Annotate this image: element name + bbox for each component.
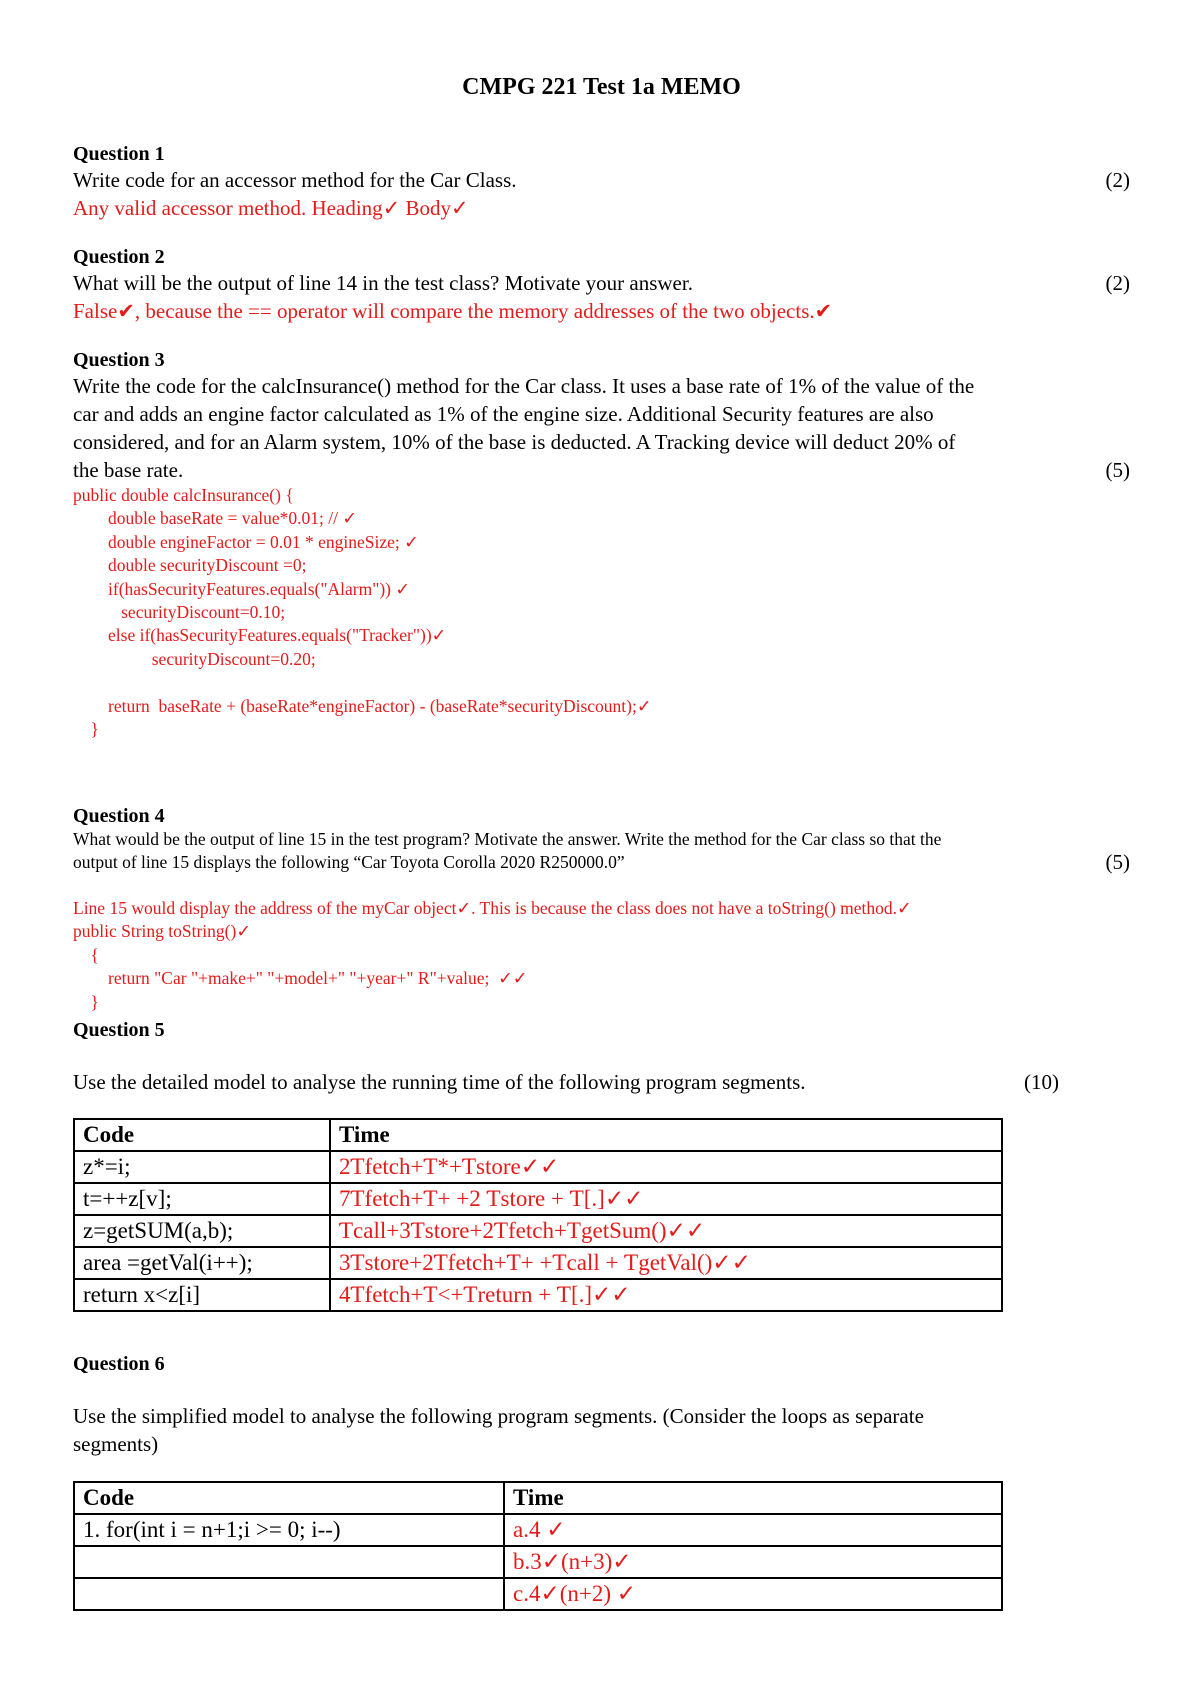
code-line: double engineFactor = 0.01 * engineSize; ✓: [73, 531, 419, 552]
question-4-answer-line: Line 15 would display the address of the myCar object✓. This is because the class does not have a toString() method.✓: [73, 898, 912, 918]
question-3-line: Write the code for the calcInsurance() method for the Car class. It uses a base rate of 1% of the value of the: [73, 374, 975, 398]
code-line: securityDiscount=0.10;: [73, 602, 286, 623]
code-cell: z=getSUM(a,b);: [74, 1215, 330, 1247]
question-3-heading: Question 3: [73, 349, 165, 371]
table-row: [74, 1183, 1002, 1215]
time-cell: b.3✓(n+3)✓: [504, 1546, 1002, 1578]
question-5-marks: (10): [1024, 1070, 1059, 1094]
question-6: [73, 1352, 1130, 1458]
column-header-time: Time: [504, 1482, 1002, 1514]
table-row: [74, 1578, 1002, 1610]
question-3: [73, 348, 1130, 741]
time-cell: 7Ƭfetch+Ƭ+ +2 Ƭstore + Ƭ[.]✓✓: [330, 1183, 1002, 1215]
code-line: double securityDiscount =0;: [73, 555, 307, 576]
question-6-table: [73, 1481, 1003, 1611]
code-cell: [74, 1578, 504, 1610]
code-line: else if(hasSecurityFeatures.equals("Tracker"))✓: [73, 625, 447, 646]
question-3-code-answer: [73, 484, 1130, 741]
question-4: [73, 804, 1130, 1014]
question-2-text: [73, 269, 1130, 297]
time-cell: a.4 ✓: [504, 1514, 1002, 1546]
code-line: if(hasSecurityFeatures.equals("Alarm")) ✓: [73, 578, 411, 599]
question-3-marks: (5): [1105, 458, 1130, 482]
column-header-time: Time: [330, 1119, 1002, 1151]
question-4-line: output of line 15 displays the following “Car Toyota Corolla 2020 R250000.0”: [73, 852, 625, 872]
table-row: [74, 1247, 1002, 1279]
question-2-marks: (2): [1105, 271, 1130, 295]
question-6-line: segments): [73, 1432, 159, 1456]
code-cell: [74, 1546, 504, 1578]
table-header-row: [74, 1119, 1002, 1151]
question-2: [73, 245, 1130, 325]
question-5-table: [73, 1118, 1003, 1312]
page-title: CMPG 221 Test 1a MEMO: [462, 74, 741, 100]
question-2-answer: False✔, because the == operator will compare the memory addresses of the two objects.✔: [73, 299, 833, 323]
question-2-heading: Question 2: [73, 246, 165, 268]
question-1-heading: Question 1: [73, 143, 165, 165]
time-cell: 4Ƭfetch+Ƭ<+Ƭreturn + Ƭ[.]✓✓: [330, 1279, 1002, 1311]
question-4-heading: Question 4: [73, 805, 165, 827]
time-cell: 3Ƭstore+2Ƭfetch+Ƭ+ +Ƭcall + ƬgetVal()✓✓: [330, 1247, 1002, 1279]
code-cell: t=++z[v];: [74, 1183, 330, 1215]
question-3-last-line: [73, 456, 1130, 484]
table-header-row: [74, 1482, 1002, 1514]
question-1-marks: (2): [1105, 168, 1130, 192]
question-3-line: the base rate.: [73, 458, 184, 482]
table-row: [74, 1546, 1002, 1578]
code-line: securityDiscount=0.20;: [73, 648, 316, 669]
question-1: [73, 142, 1130, 222]
table-row: [74, 1514, 1002, 1546]
question-1-text: [73, 166, 1130, 194]
question-4-answer-line: return "Car "+make+" "+model+" "+year+" R"+value; ✓✓: [73, 968, 528, 989]
question-4-last-line: [73, 851, 1130, 874]
code-line: double baseRate = value*0.01; // ✓: [73, 508, 358, 529]
question-3-line: car and adds an engine factor calculated as 1% of the engine size. Additional Security features are also: [73, 402, 934, 426]
question-5: [73, 1018, 1130, 1096]
question-6-line: Use the simplified model to analyse the following program segments. (Consider the loops as separate: [73, 1404, 924, 1428]
question-4-answer-line: {: [73, 944, 99, 965]
time-cell: c.4✓(n+2) ✓: [504, 1578, 1002, 1610]
question-5-heading: Question 5: [73, 1019, 165, 1041]
column-header-code: Code: [74, 1119, 330, 1151]
code-cell: 1. for(int i = n+1;i >= 0; i--): [74, 1514, 504, 1546]
code-cell: area =getVal(i++);: [74, 1247, 330, 1279]
question-2-prompt: What will be the output of line 14 in the test class? Motivate your answer.: [73, 271, 693, 295]
column-header-code: Code: [74, 1482, 504, 1514]
question-4-answer-line: public String toString()✓: [73, 921, 251, 942]
question-3-line: considered, and for an Alarm system, 10% of the base is deducted. A Tracking device will deduct 20% of: [73, 430, 956, 454]
question-5-prompt: Use the detailed model to analyse the running time of the following program segments.: [73, 1070, 806, 1094]
question-4-line: What would be the output of line 15 in the test program? Motivate the answer. Write the method for the Car class so that the: [73, 829, 942, 849]
time-cell: 2Ƭfetch+Ƭ*+Ƭstore✓✓: [330, 1151, 1002, 1183]
question-4-answer-line: }: [73, 991, 99, 1012]
code-line: }: [73, 719, 99, 740]
question-5-text: [73, 1068, 1059, 1096]
table-row: [74, 1279, 1002, 1311]
code-cell: z*=i;: [74, 1151, 330, 1183]
code-line: return baseRate + (baseRate*engineFactor) - (baseRate*securityDiscount);✓: [73, 695, 652, 716]
question-4-marks: (5): [1105, 850, 1130, 874]
table-row: [74, 1215, 1002, 1247]
code-line: [73, 671, 1130, 694]
question-1-answer: Any valid accessor method. Heading✓ Body✓: [73, 196, 469, 220]
question-6-heading: Question 6: [73, 1353, 165, 1375]
table-row: [74, 1151, 1002, 1183]
time-cell: Ƭcall+3Ƭstore+2Ƭfetch+TgetSum()✓✓: [330, 1215, 1002, 1247]
question-1-prompt: Write code for an accessor method for the Car Class.: [73, 168, 517, 192]
code-cell: return x<z[i]: [74, 1279, 330, 1311]
code-line: public double calcInsurance() {: [73, 485, 294, 505]
